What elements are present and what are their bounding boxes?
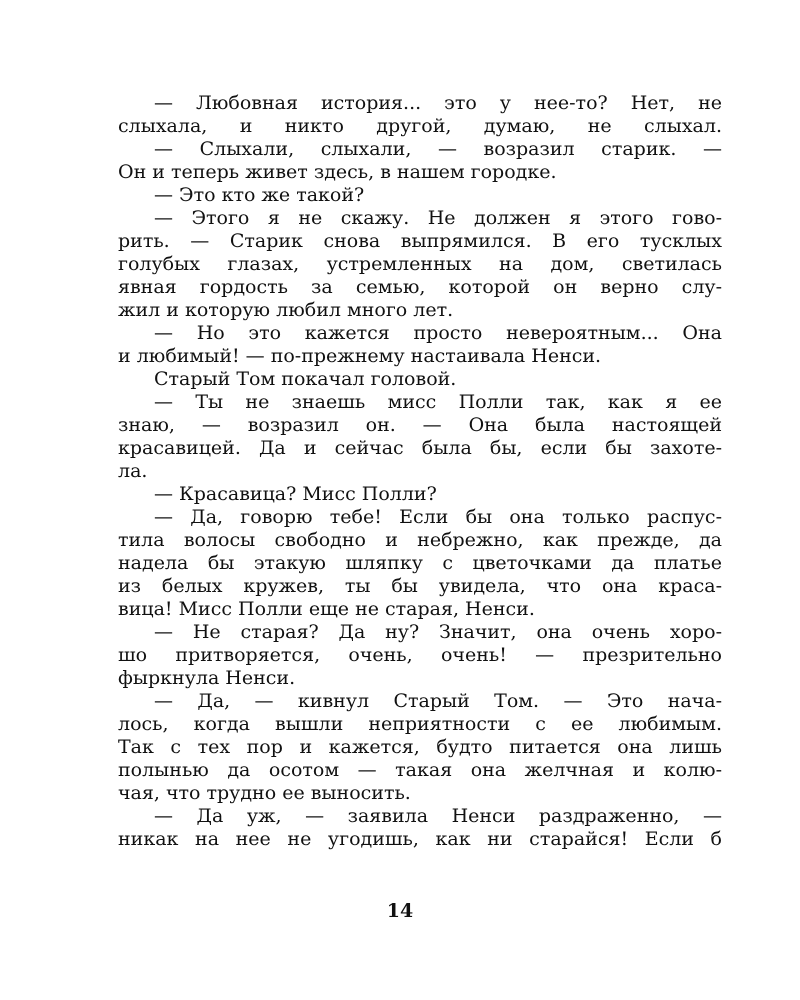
text-line: — Да, говорю тебе! Если бы она только распус- — [154, 506, 722, 528]
text-line: и любимый! — по-прежнему настаивала Ненси. — [118, 345, 602, 367]
text-line: — Да уж, — заявила Ненси раздраженно, — — [154, 805, 722, 827]
text-line: из белых кружев, ты бы увидела, что она краса- — [118, 575, 722, 597]
text-line: тила волосы свободно и небрежно, как прежде, да — [118, 529, 722, 551]
text-line: — Слыхали, слыхали, — возразил старик. — — [154, 138, 722, 160]
text-line: — Красавица? Мисс Полли? — [154, 483, 437, 505]
text-line: надела бы этакую шляпку с цветочками да платье — [118, 552, 722, 574]
page-number: 14 — [386, 900, 414, 922]
text-line: никак на нее не угодишь, как ни старайся! Если б — [118, 828, 722, 850]
text-line: полынью да осотом — такая она желчная и колю- — [118, 759, 722, 781]
text-line: — Но это кажется просто невероятным... Она — [154, 322, 722, 344]
text-line: чая, что трудно ее выносить. — [118, 782, 411, 804]
text-line: — Да, — кивнул Старый Том. — Это нача- — [154, 690, 722, 712]
text-line: шо притворяется, очень, очень! — презрительно — [118, 644, 722, 666]
text-line: вица! Мисс Полли еще не старая, Ненси. — [118, 598, 535, 620]
page-text-block — [118, 92, 722, 892]
text-line: — Этого я не скажу. Не должен я этого гово- — [154, 207, 722, 229]
text-line: голубых глазах, устремленных на дом, светилась — [118, 253, 722, 275]
text-line: слыхала, и никто другой, думаю, не слыхал. — [118, 115, 722, 137]
text-line: рить. — Старик снова выпрямился. В его тусклых — [118, 230, 722, 252]
text-line: — Любовная история... это у нее-то? Нет, не — [154, 92, 722, 114]
text-line: фыркнула Ненси. — [118, 667, 296, 689]
text-line: красавицей. Да и сейчас была бы, если бы захоте- — [118, 437, 722, 459]
text-line: жил и которую любил много лет. — [118, 299, 454, 321]
text-line: Он и теперь живет здесь, в нашем городке. — [118, 161, 557, 183]
text-line: ла. — [118, 460, 148, 482]
text-line: — Это кто же такой? — [154, 184, 365, 206]
text-line: Так с тех пор и кажется, будто питается она лишь — [118, 736, 722, 758]
text-line: знаю, — возразил он. — Она была настоящей — [118, 414, 722, 436]
text-line: явная гордость за семью, которой он верно слу- — [118, 276, 722, 298]
text-line: Старый Том покачал головой. — [154, 368, 457, 390]
text-line: лось, когда вышли неприятности с ее любимым. — [118, 713, 722, 735]
text-line: — Не старая? Да ну? Значит, она очень хоро- — [154, 621, 722, 643]
text-line: — Ты не знаешь мисс Полли так, как я ее — [154, 391, 722, 413]
